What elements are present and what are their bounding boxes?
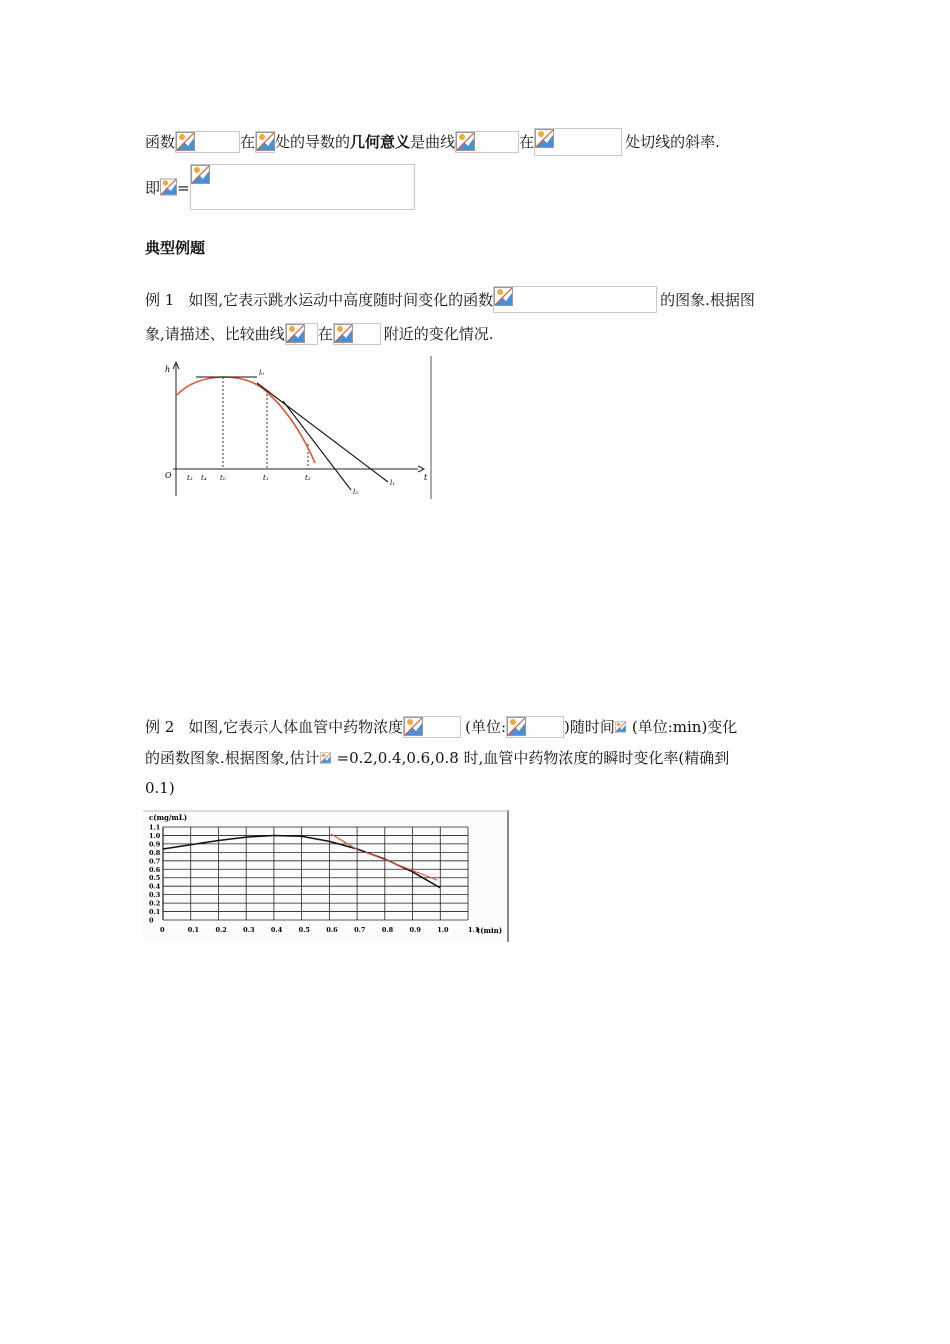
formula-image (493, 286, 657, 313)
text: 的函数图象.根据图象,估计 (145, 749, 320, 767)
bold-text: 几何意义 (350, 133, 411, 151)
example-2-line-2 (145, 748, 729, 768)
section-title: 典型例题 (145, 239, 206, 257)
formula-image (255, 131, 275, 153)
y-tick-label: 0.1 (149, 908, 161, 917)
broken-image-icon (191, 165, 210, 184)
formula-image (455, 131, 519, 153)
broken-image-icon (286, 324, 305, 343)
y-tick-label: 0.4 (149, 882, 161, 891)
text: 是曲线 (410, 133, 456, 151)
x-tick-label: 0.9 (409, 926, 421, 934)
text: 在 (317, 325, 333, 343)
x-tick-label: 1.0 (437, 926, 449, 934)
formula-image (615, 718, 632, 736)
text: 如图,它表示人体血管中药物浓度 (188, 718, 404, 736)
text: 的图象.根据图 (660, 290, 755, 309)
text: 处的导数的 (275, 133, 351, 151)
broken-image-icon (256, 132, 275, 151)
x-tick-label: 0.5 (298, 926, 310, 934)
y-axis-label: h (165, 365, 171, 374)
x-tick-label: 0.6 (326, 926, 338, 934)
x-tick-label: 1.1 (468, 926, 480, 934)
broken-image-icon (176, 132, 195, 151)
formula-image (175, 131, 240, 153)
y-tick-label: 1.1 (149, 823, 161, 832)
text: 象,请描述、比较曲线 (145, 325, 285, 343)
y-tick-label: 0.9 (149, 840, 161, 849)
formula-image (333, 323, 381, 345)
example-2-line-1 (145, 716, 737, 738)
x-tick-label: 0.8 (381, 926, 394, 934)
x-axis-label: t(min) (477, 926, 503, 935)
y-tick-label: 0.7 (149, 857, 161, 866)
example-2-line-3 (145, 778, 175, 798)
broken-image-icon (160, 178, 177, 196)
broken-image-icon (615, 718, 626, 736)
broken-image-icon (456, 132, 475, 151)
broken-image-icon (507, 717, 526, 736)
drug-concentration-chart (143, 810, 510, 942)
tick-t0: t₀ (220, 474, 226, 482)
text: (单位:min)变化 (631, 718, 738, 736)
x-axis-label: t (424, 473, 428, 482)
formula-image (403, 716, 461, 738)
x-tick-label: 0.2 (215, 926, 227, 934)
text: =0.2,0.4,0.6,0.8 时,血管中药物浓度的瞬时变化率(精确到 (336, 749, 730, 767)
text: = (177, 179, 190, 197)
x-tick-label: 0.4 (270, 926, 283, 934)
diving-height-figure (143, 356, 433, 499)
text: 函数 (145, 133, 176, 151)
text: 如图,它表示跳水运动中高度随时间变化的函数 (188, 290, 494, 309)
x-tick-label: 0.1 (187, 926, 200, 934)
tick-t1: t₁ (263, 474, 269, 482)
y-tick-label: 0.3 (149, 891, 161, 900)
example-label: 例 2 (145, 718, 175, 736)
formula-image (285, 323, 318, 345)
broken-image-icon (404, 717, 423, 736)
y-tick-label: 0.2 (149, 899, 161, 908)
origin-label: O (165, 471, 172, 480)
text: 在 (240, 133, 256, 151)
label-l2: l₂ (353, 488, 359, 496)
example-label: 例 1 (145, 290, 175, 309)
text: (单位: (465, 718, 506, 736)
definition-line-1 (145, 128, 720, 156)
x-tick-label: 0.7 (354, 926, 366, 934)
tick-t4: t₄ (201, 474, 207, 482)
example-1-line-1 (145, 286, 755, 313)
y-axis-label: c(mg/mL) (149, 813, 188, 822)
text: )随时间 (564, 718, 615, 736)
x-tick-label: 0 (160, 926, 165, 934)
text: 0.1) (145, 779, 175, 797)
example-1-line-2 (145, 323, 494, 345)
formula-image (534, 128, 622, 156)
formula-image (160, 178, 177, 196)
definition-line-2 (145, 164, 415, 210)
text: 在 (519, 133, 535, 151)
text: 即 (145, 179, 161, 197)
y-tick-label: 0.8 (149, 848, 161, 857)
formula-image (320, 749, 337, 767)
x-tick-label: 0.3 (243, 926, 255, 934)
label-l1: l₁ (390, 479, 396, 487)
y-tick-label: 0.6 (149, 865, 161, 874)
label-l0: l₀ (259, 369, 265, 377)
broken-image-icon (494, 287, 513, 306)
tick-t3: t₃ (187, 474, 193, 482)
text: 附近的变化情况. (383, 325, 494, 343)
broken-image-icon (334, 324, 353, 343)
y-tick-label: 1.0 (149, 831, 161, 840)
broken-image-icon (535, 129, 554, 148)
tick-t2: t₂ (305, 474, 311, 482)
formula-image (190, 164, 415, 210)
broken-image-icon (320, 749, 331, 767)
formula-image (506, 716, 564, 738)
y-tick-label: 0.5 (149, 874, 161, 883)
text: 处切线的斜率. (625, 133, 720, 151)
y-tick-label: 0 (149, 916, 154, 925)
